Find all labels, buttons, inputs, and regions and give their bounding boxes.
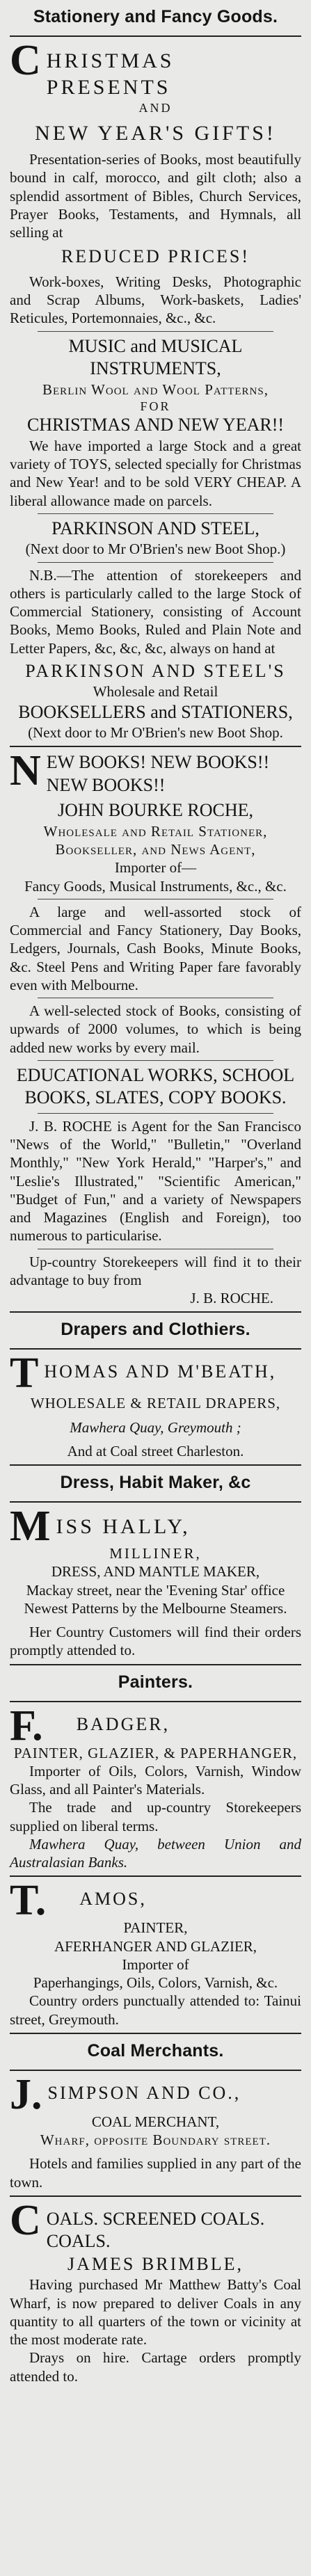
ad-dress-maker xyxy=(10,1503,301,1660)
firm-name: AMOS, xyxy=(79,1889,147,1910)
drop-cap: M xyxy=(10,1503,51,1550)
ad-title-2: NEW YEAR'S GIFTS! xyxy=(35,121,276,145)
ad-paragraph: Having purchased Mr Matthew Batty's Coal Wharf, is now prepared to deliver Coals in any quantity to all quarters of the town or vicinity at the most moderate rate. xyxy=(10,2276,301,2348)
firm-trade: AFERHANGER AND GLAZIER, xyxy=(54,1937,257,1955)
ad-line: Newest Patterns by the Melbourne Steamers. xyxy=(24,1599,287,1617)
firm-name: HOMAS AND M'BEATH, xyxy=(44,1361,277,1382)
firm-trade: BOOKSELLERS and STATIONERS, xyxy=(18,701,293,722)
firm-address: Mawhera Quay, between Union and Australasian Banks. xyxy=(10,1835,301,1871)
drop-cap: T xyxy=(10,1350,39,1398)
firm-name: BADGER, xyxy=(76,1713,170,1734)
drop-cap: J. xyxy=(10,2070,42,2118)
firm-trade: COAL MERCHANT, xyxy=(91,2113,220,2130)
ad-line: Fancy Goods, Musical Instruments, &c., &c. xyxy=(24,877,287,895)
firm-trade: WHOLESALE & RETAIL DRAPERS, xyxy=(30,1395,281,1412)
drop-cap: N xyxy=(10,747,41,795)
ad-paragraph: Her Country Customers will find their orders promptly attended to. xyxy=(10,1624,301,1659)
divider xyxy=(10,1348,301,1350)
ad-heading: MUSIC and MUSICAL INSTRUMENTS, xyxy=(68,335,243,378)
firm-description: Wholesale and Retail Stationer, Bookseller, and News Agent, xyxy=(43,822,268,858)
firm-address: And at Coal street Charleston. xyxy=(67,1442,244,1459)
drop-cap: T. xyxy=(10,1877,47,1925)
firm-name: PARKINSON AND STEEL, xyxy=(51,518,260,538)
firm-name: PARKINSON AND STEEL'S xyxy=(25,660,286,681)
divider xyxy=(10,1701,301,1702)
ad-subheading: Berlin Wool and Wool Patterns, xyxy=(42,381,269,398)
divider xyxy=(38,513,273,514)
divider xyxy=(10,35,301,37)
firm-name: JOHN BOURKE ROCHE, xyxy=(58,800,253,821)
divider xyxy=(10,1311,301,1313)
ad-paragraph: Hotels and families supplied in any part of the town. xyxy=(10,2155,301,2191)
ad-line: MILLINER, xyxy=(109,1545,202,1562)
section-heading-dress: Dress, Habit Maker, &c xyxy=(60,1473,251,1492)
ad-heading: CHRISTMAS AND NEW YEAR!! xyxy=(26,415,285,435)
firm-address: (Next door to Mr O'Brien's new Boot Shop. xyxy=(28,724,283,741)
ad-conjunction: FOR xyxy=(140,399,171,413)
firm-address: Mackay street, near the 'Evening Star' office xyxy=(26,1581,285,1599)
ad-paragraph: Work-boxes, Writing Desks, Photographic and Scrap Albums, Work-baskets, Ladies' Reticules, Portemonnaies, &c., &c. xyxy=(10,273,301,327)
firm-address: (Next door to Mr O'Brien's new Boot Shop.) xyxy=(25,541,286,558)
ad-highlight: REDUCED PRICES! xyxy=(61,246,250,267)
ad-paragraph: Importer of Oils, Colors, Varnish, Window Glass, and all Painter's Materials. xyxy=(10,1762,301,1798)
ad-christmas-presents xyxy=(10,37,301,742)
divider xyxy=(10,746,301,747)
section-heading-drapers: Drapers and Clothiers. xyxy=(61,1320,250,1340)
drop-cap: C xyxy=(10,37,41,84)
firm-address: Wharf, opposite Boundary street. xyxy=(40,2131,271,2148)
ad-paragraph: A well-selected stock of Books, consisting of upwards of 2000 volumes, to which is being added new works by every mail. xyxy=(10,1002,301,1056)
ad-paragraph: We have imported a large Stock and a great variety of TOYS, selected specially for Christmas and New Year! and to be sold VERY CHEAP. A liberal allowance made on parcels. xyxy=(10,437,301,509)
ad-title: EW BOOKS! NEW BOOKS!! NEW BOOKS!! xyxy=(46,752,270,795)
ad-paragraph: The trade and up-country Storekeepers supplied on liberal terms. xyxy=(10,1799,301,1834)
firm-name: SIMPSON AND CO., xyxy=(47,2082,241,2103)
ad-simpson xyxy=(10,2070,301,2191)
ad-paragraph: N.B.—The attention of storekeepers and others is particularly called to the large Stock of Commercial Stationery, consisting of Account Books, Memo Books, Ruled and Plain Note and Letter Papers, &c, &c, &c, always on hand at xyxy=(10,566,301,657)
section-heading-painters: Painters. xyxy=(118,1672,193,1692)
ad-paragraph: Drays on hire. Cartage orders promptly attended to. xyxy=(10,2349,301,2385)
ad-paragraph: Presentation-series of Books, most beautifully bound in calf, morocco, and gilt cloth; also a splendid assortment of Bibles, Church Services, Prayer Books, Testaments, and Hymnals, all selling at xyxy=(10,151,301,241)
divider xyxy=(38,1113,273,1114)
ad-conjunction: AND xyxy=(138,101,173,115)
ad-amos xyxy=(10,1877,301,2029)
section-heading-coal: Coal Merchants. xyxy=(87,2040,224,2061)
ad-signature: J. B. ROCHE. xyxy=(190,1290,273,1306)
drop-cap: F. xyxy=(10,1702,43,1750)
ad-line: Paperhangings, Oils, Colors, Varnish, &c. xyxy=(33,1974,278,1991)
firm-subtitle: Wholesale and Retail xyxy=(93,683,218,701)
ad-heading: EDUCATIONAL WORKS, SCHOOL BOOKS, SLATES, COPY BOOKS. xyxy=(16,1064,295,1108)
ad-paragraph: Up-country Storekeepers will find it to their advantage to buy from xyxy=(10,1253,301,1288)
ad-paragraph: Country orders punctually attended to: Tainui street, Greymouth. xyxy=(10,1992,301,2028)
ad-new-books xyxy=(10,747,301,1307)
drop-cap: C xyxy=(10,2196,41,2244)
firm-name: ISS HALLY, xyxy=(56,1515,191,1538)
ad-brimble xyxy=(10,2196,301,2385)
divider xyxy=(10,2033,301,2034)
ad-title: OALS. SCREENED COALS. COALS. xyxy=(46,2208,265,2252)
ad-paragraph: A large and well-assorted stock of Commercial and Fancy Stationery, Day Books, Ledgers, Journals, Cash Books, Minute Books, &c. Steel Pens and Writing Paper fare favorably even with Melbourne. xyxy=(10,903,301,993)
divider xyxy=(10,2195,301,2197)
firm-address: Mawhera Quay, Greymouth ; xyxy=(70,1418,241,1436)
firm-name: JAMES BRIMBLE, xyxy=(67,2253,244,2274)
divider xyxy=(10,1664,301,1665)
ad-title: HRISTMAS PRESENTS xyxy=(46,49,175,99)
divider xyxy=(10,1875,301,1877)
ad-drapers xyxy=(10,1350,301,1460)
divider xyxy=(38,562,273,563)
firm-trade: PAINTER, xyxy=(123,1919,188,1937)
divider xyxy=(10,2070,301,2071)
divider xyxy=(10,1464,301,1466)
ad-line: DRESS, AND MANTLE MAKER, xyxy=(51,1563,260,1581)
divider xyxy=(38,331,273,332)
ad-line: Importer of— xyxy=(114,859,197,877)
ad-line: Importer of xyxy=(122,1955,189,1973)
firm-trade: PAINTER, GLAZIER, & PAPERHANGER, xyxy=(13,1744,298,1761)
section-heading-stationery: Stationery and Fancy Goods. xyxy=(33,7,278,26)
divider xyxy=(10,1501,301,1503)
ad-badger xyxy=(10,1702,301,1872)
ad-paragraph: J. B. ROCHE is Agent for the San Francisco "News of the World," "Bulletin," "Overland Monthly," "New York Herald," "Harper's," and "Leslie's Illustrated," "Scientific American," "Budget of Fun," and a variety of Newspapers and Magazines (English and Foreign), too numerous to particularise. xyxy=(10,1117,301,1245)
divider xyxy=(38,1060,273,1061)
